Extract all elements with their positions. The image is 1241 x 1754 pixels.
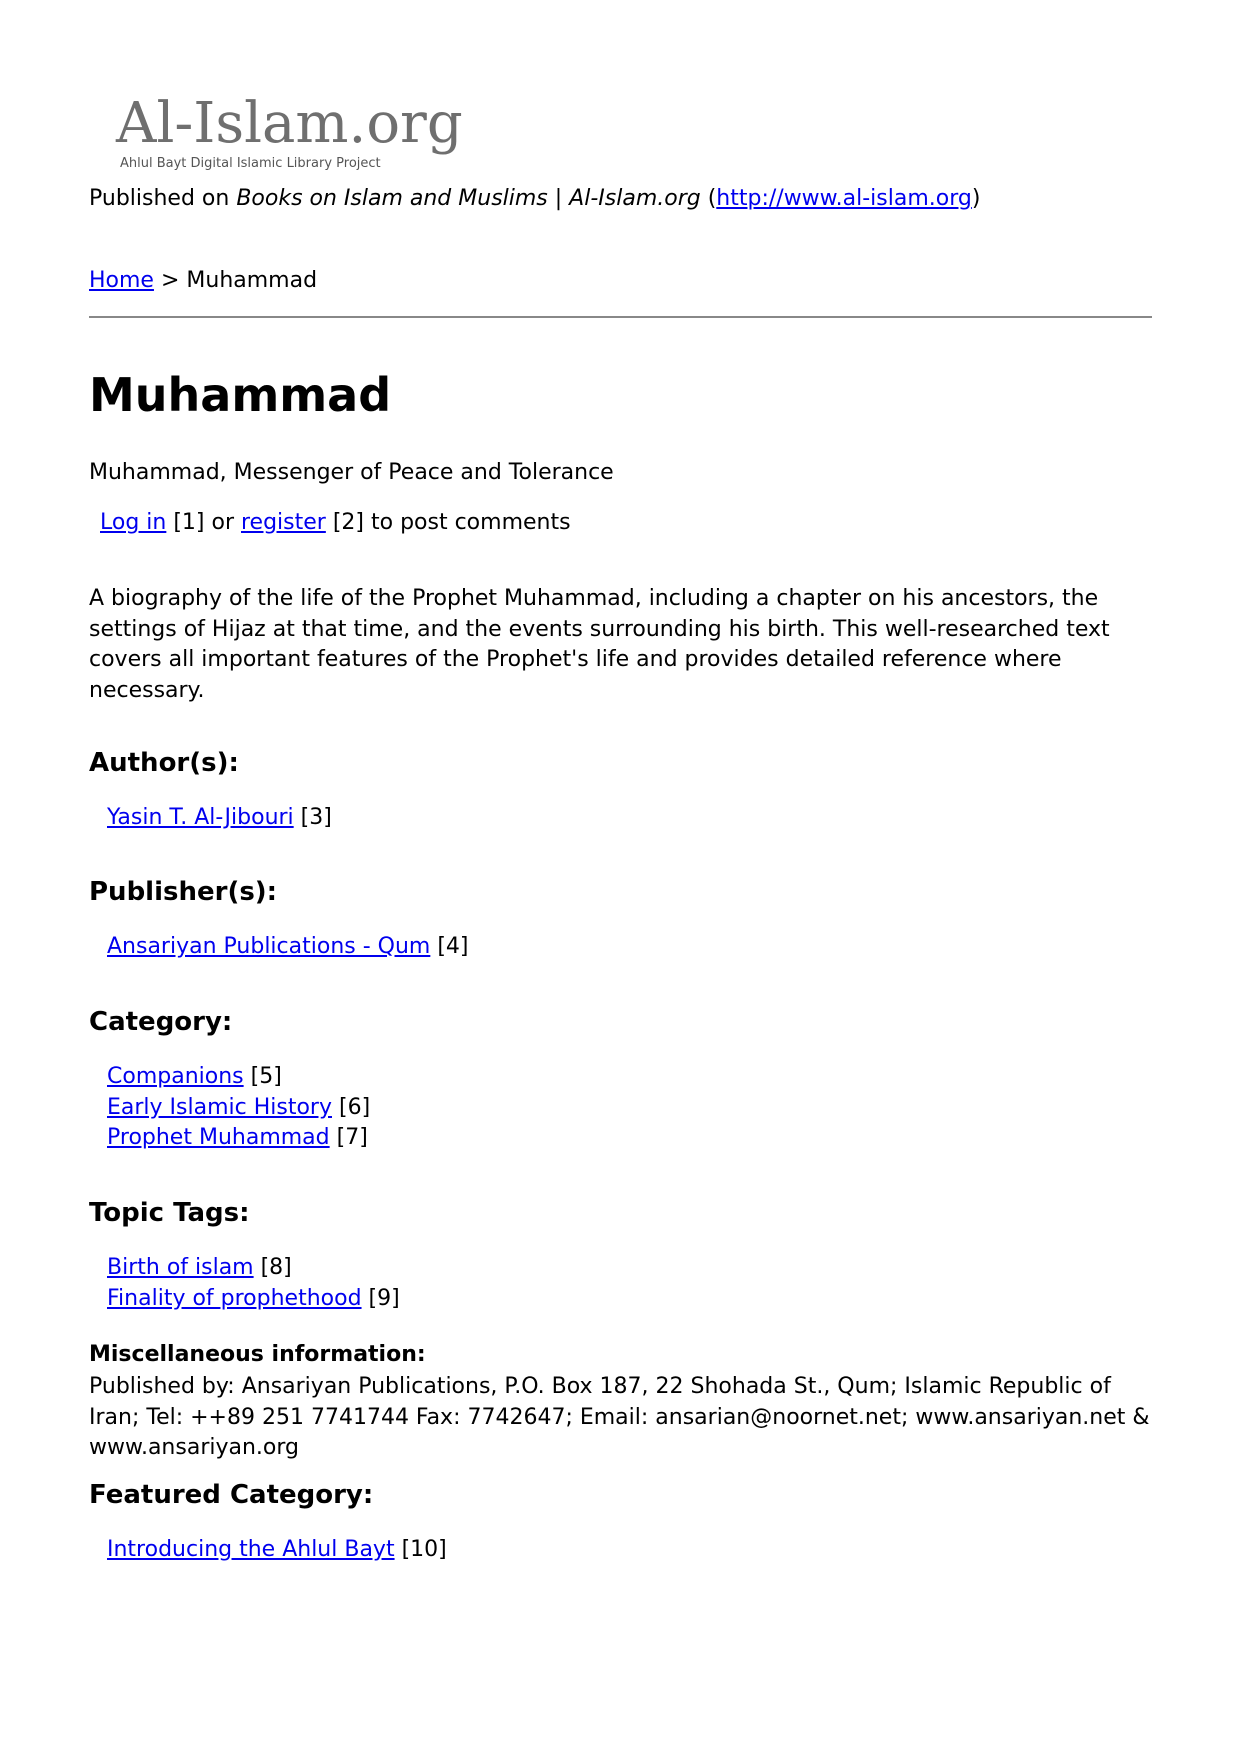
logo-tagline: Ahlul Bayt Digital Islamic Library Project — [120, 156, 381, 171]
book-description: A biography of the life of the Prophet Muhammad, including a chapter on his ancestors, the settings of Hijaz at that time, and the events surrounding his birth. This well-researched text covers all important features of the Prophet's life and provides detailed reference where necessary. — [89, 586, 1110, 703]
paren-open: ( — [700, 186, 717, 211]
login-link[interactable]: Log in — [100, 510, 167, 535]
misc-heading: Miscellaneous information: — [89, 1342, 426, 1367]
page-title: Muhammad — [89, 368, 392, 422]
featured-category-list — [107, 1535, 447, 1566]
item-ref: [4] — [430, 934, 469, 959]
authors-list — [107, 803, 332, 834]
featured-category-heading: Featured Category: — [89, 1480, 374, 1510]
site-url-link[interactable]: http://www.al-islam.org — [716, 186, 972, 211]
list-item — [107, 1253, 400, 1284]
list-item — [107, 1123, 370, 1154]
login-ref: [1] or — [166, 510, 241, 535]
topic-tags-list — [107, 1253, 400, 1314]
breadcrumb-separator: > — [153, 268, 187, 293]
list-item — [107, 1284, 400, 1315]
breadcrumb — [89, 268, 317, 293]
authors-heading: Author(s): — [89, 748, 239, 778]
breadcrumb-home-link[interactable]: Home — [89, 268, 154, 293]
page-subtitle: Muhammad, Messenger of Peace and Tolerance — [89, 460, 614, 485]
featured-link-ahlul-bayt[interactable]: Introducing the Ahlul Bayt — [107, 1537, 395, 1562]
item-ref: [6] — [332, 1094, 371, 1120]
author-link[interactable]: Yasin T. Al-Jibouri — [107, 805, 294, 830]
list-item — [107, 932, 469, 963]
login-register-line — [100, 510, 571, 535]
tag-link-birth-of-islam[interactable]: Birth of islam — [107, 1255, 254, 1280]
list-item — [107, 1062, 370, 1093]
publisher-link[interactable]: Ansariyan Publications - Qum — [107, 934, 431, 959]
category-heading: Category: — [89, 1007, 233, 1037]
item-ref: [9] — [361, 1285, 400, 1311]
misc-text: Published by: Ansariyan Publications, P.O. Box 187, 22 Shohada St., Qum; Islamic Republic of Iran; Tel: ++89 251 7741744 Fax: 7742647; Email: ansarian@noornet.net; www.ansariyan.net & www.ansariyan.org — [89, 1374, 1150, 1460]
publishers-list — [107, 932, 469, 963]
publishers-heading: Publisher(s): — [89, 877, 278, 907]
category-list — [107, 1062, 370, 1154]
register-ref: [2] to post comments — [325, 510, 571, 535]
published-line — [89, 186, 980, 211]
item-ref: [7] — [329, 1125, 368, 1150]
list-item — [107, 803, 332, 834]
category-link-prophet-muhammad[interactable]: Prophet Muhammad — [107, 1125, 330, 1150]
breadcrumb-current: Muhammad — [186, 268, 318, 293]
item-ref: [10] — [394, 1537, 447, 1562]
published-prefix: Published on — [89, 186, 237, 211]
topic-tags-heading: Topic Tags: — [89, 1198, 250, 1228]
register-link[interactable]: register — [241, 510, 326, 535]
item-ref: [8] — [253, 1255, 292, 1280]
list-item — [107, 1093, 370, 1124]
category-link-companions[interactable]: Companions — [107, 1064, 244, 1089]
item-ref: [3] — [293, 805, 332, 830]
header-divider — [89, 316, 1152, 318]
list-item — [107, 1535, 447, 1566]
paren-close: ) — [971, 186, 981, 211]
tag-link-finality-of-prophethood[interactable]: Finality of prophethood — [107, 1285, 362, 1311]
site-name: Books on Islam and Muslims | Al-Islam.org — [236, 186, 701, 211]
category-link-early-islamic-history[interactable]: Early Islamic History — [107, 1094, 332, 1120]
site-logo[interactable] — [116, 92, 496, 180]
item-ref: [5] — [243, 1064, 282, 1089]
logo-wordmark: Al-Islam.org — [116, 91, 463, 156]
